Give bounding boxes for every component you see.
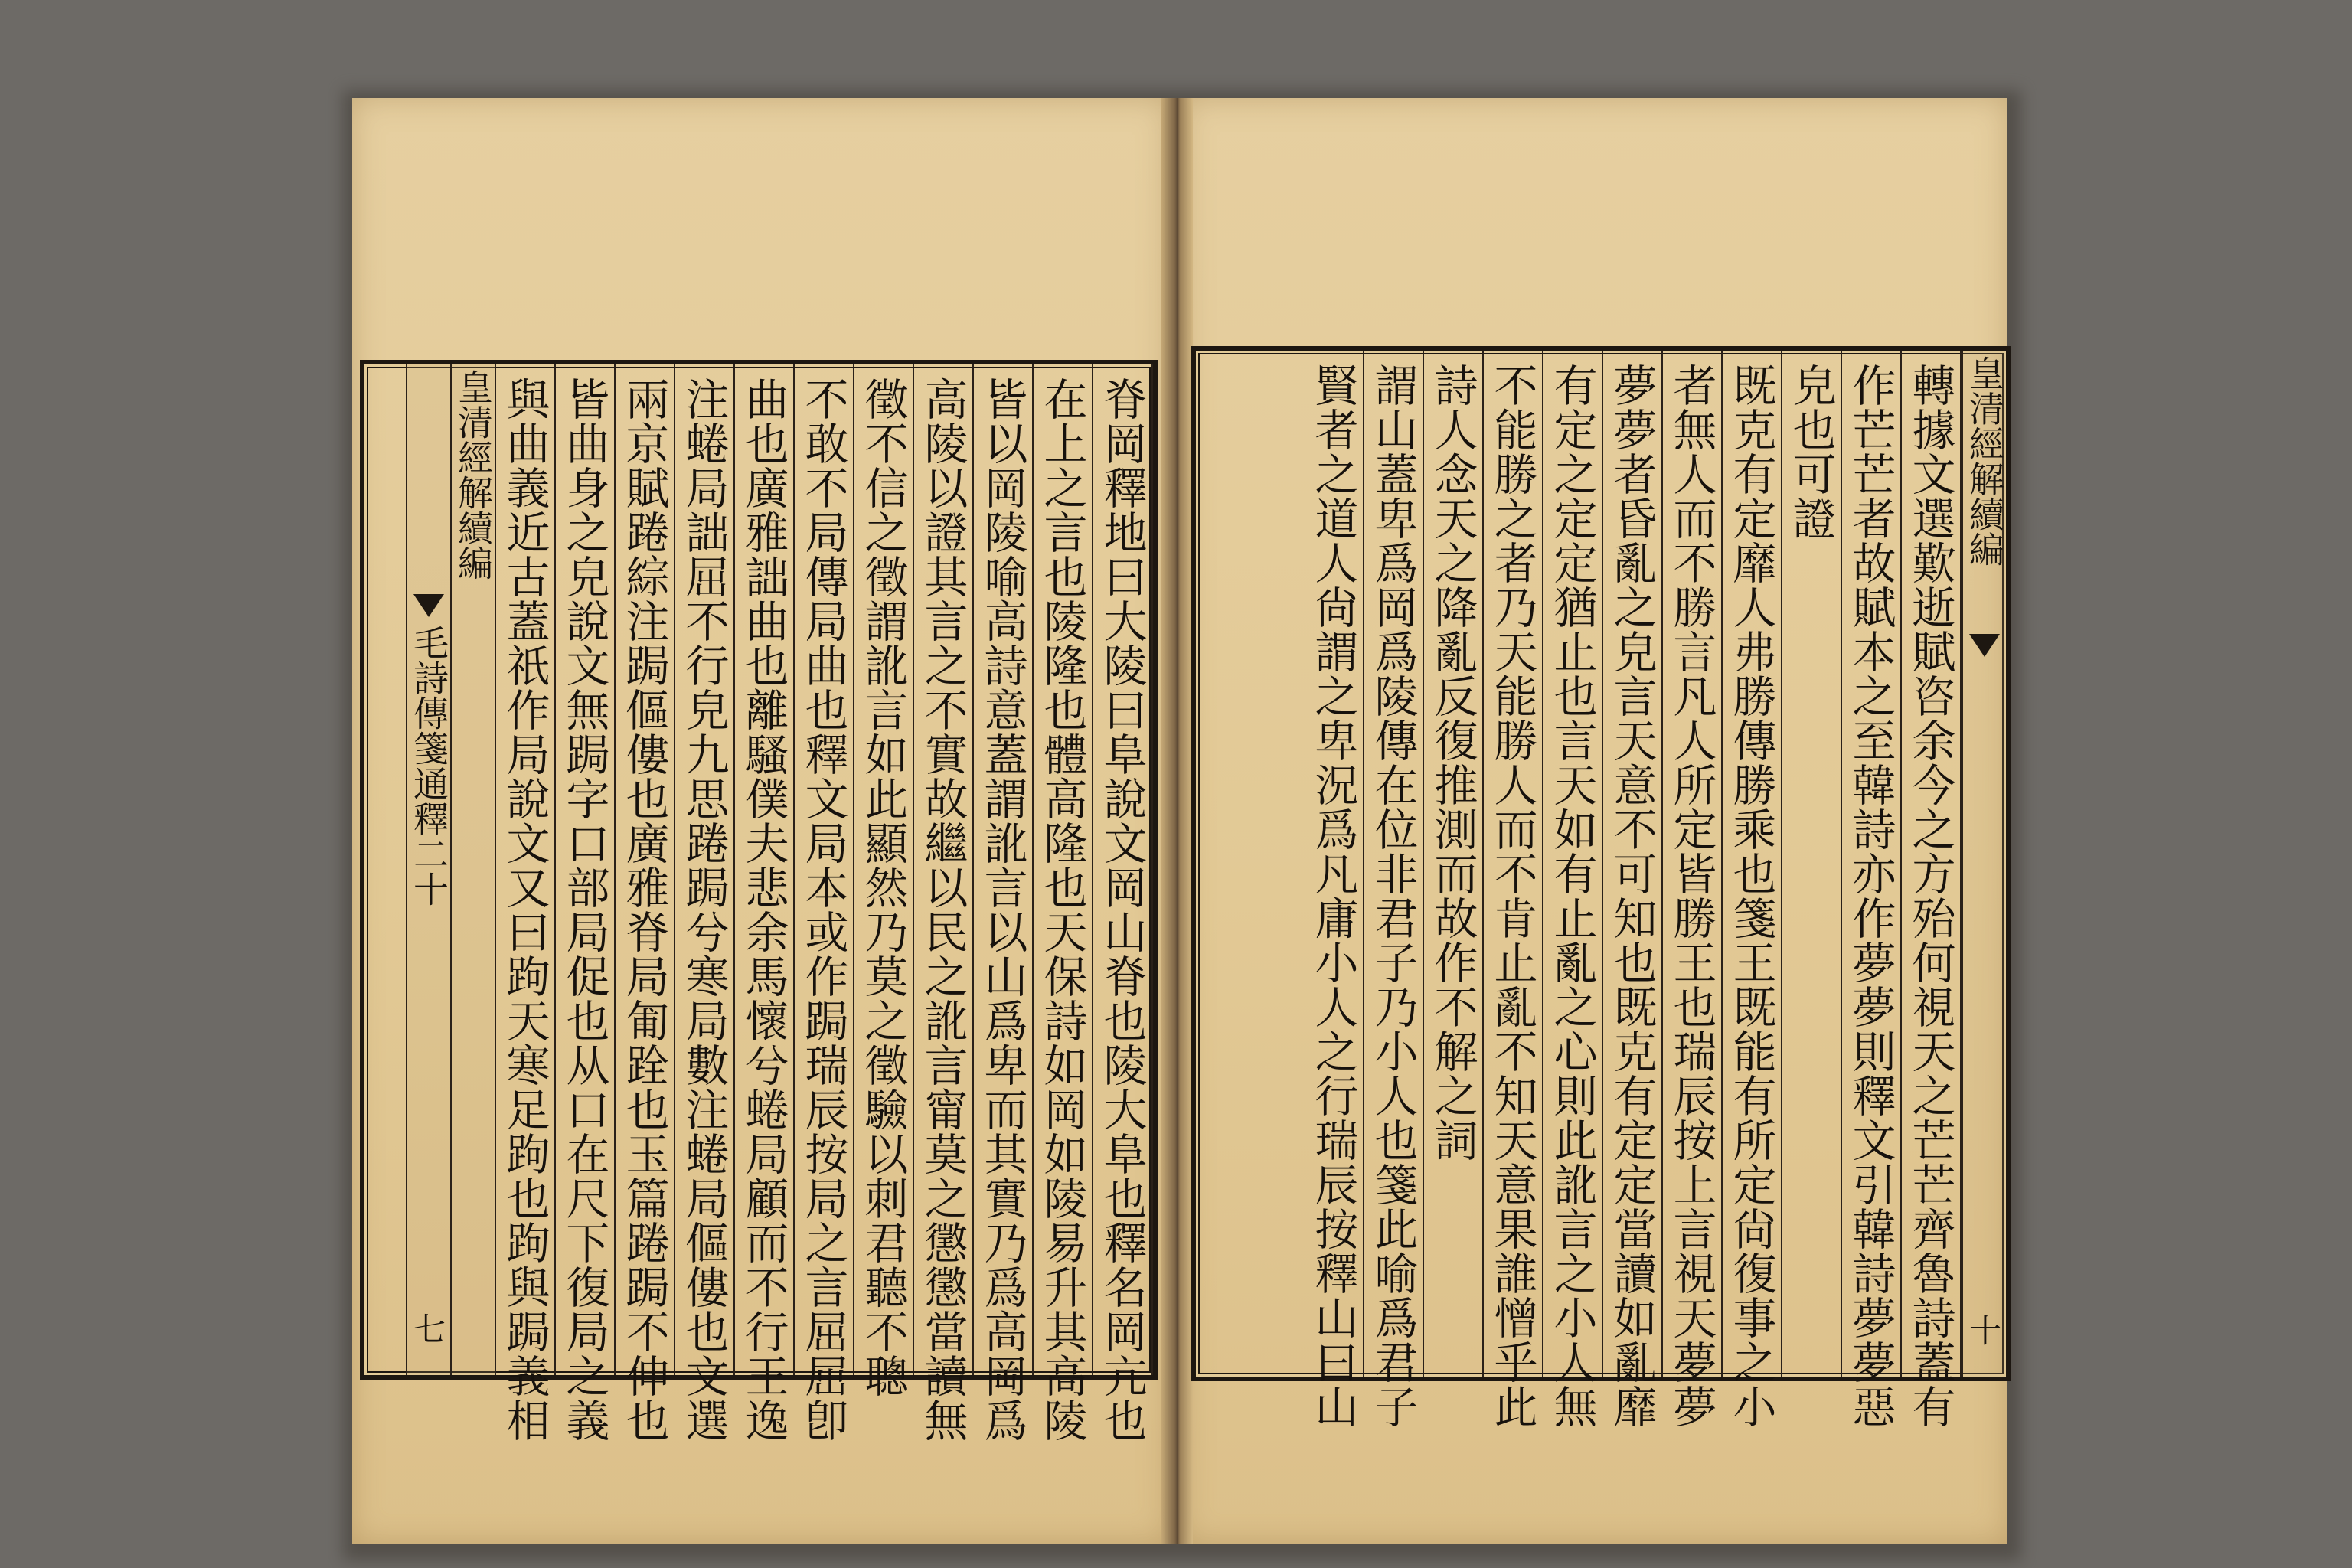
text-column: 皆以岡陵喻高詩意蓋謂訛言以山爲卑而其實乃爲高岡爲 bbox=[972, 364, 1034, 1375]
text-column: 徵不信之徵謂訛言如此顯然乃莫之徵驗以刺君聽不聰 bbox=[853, 364, 914, 1375]
text-column: 夢夢者昏亂之皃言天意不可知也既克有定定當讀如亂靡 bbox=[1602, 351, 1663, 1377]
book-title: 皇清經解續編 bbox=[1964, 355, 2005, 567]
left-text-frame bbox=[360, 360, 1158, 1442]
fish-tail-mark bbox=[413, 594, 444, 617]
text-column: 與曲義近古蓋祇作局說文又曰跔天寒足跔也跔與跼義相 bbox=[495, 364, 556, 1375]
section-title: 毛詩傳箋通釋二十 bbox=[408, 625, 449, 906]
text-column: 在上之言也陵隆也體高隆也天保詩如岡如陵易升其高陵 bbox=[1032, 364, 1093, 1375]
text-column: 皆曲身之皃說文無跼字口部局促也从口在尺下復局之義 bbox=[554, 364, 616, 1375]
leaf-number: 七 bbox=[409, 1312, 446, 1344]
page-margin-column bbox=[452, 364, 496, 1375]
text-column: 詩人念天之降亂反復推測而故作不解之詞 bbox=[1423, 351, 1484, 1377]
section-margin-column bbox=[406, 364, 452, 1375]
fish-tail-mark bbox=[1969, 634, 2000, 657]
text-column: 作芒芒者故賦本之至韓詩亦作夢夢則釋文引韓詩夢夢惡 bbox=[1841, 351, 1902, 1377]
text-column: 脊岡釋地曰大陵曰阜說文岡山脊也陵大阜也釋名岡亢也 bbox=[1092, 364, 1153, 1375]
leaf-number: 十 bbox=[1965, 1314, 2002, 1346]
text-column: 高陵以證其言之不實故繼以民之訛言甯莫之懲懲當讀無 bbox=[913, 364, 974, 1375]
text-column: 兩京賦踡綜注跼傴僂也廣雅脊局匍跧也玉篇踡跼不伸也 bbox=[614, 364, 675, 1375]
book-title: 皇清經解續編 bbox=[452, 369, 494, 580]
text-column: 既克有定靡人弗勝傳勝乘也箋王既能有所定尙復事之小 bbox=[1721, 351, 1782, 1377]
text-column: 賢者之道人尙謂之卑況爲凡庸小人之行瑞辰按釋山曰山 bbox=[1303, 351, 1364, 1377]
text-column: 謂山蓋卑爲岡爲陵傳在位非君子乃小人也箋此喻爲君子 bbox=[1363, 351, 1424, 1377]
text-column: 皃也可證 bbox=[1781, 351, 1842, 1377]
book-gutter bbox=[1161, 98, 1193, 1544]
right-text-frame bbox=[1191, 346, 2011, 1429]
text-column: 者無人而不勝言凡人所定皆勝王也瑞辰按上言視天夢夢 bbox=[1661, 351, 1723, 1377]
text-column: 曲也廣雅詘曲也離騷僕夫悲余馬懷兮蜷局顧而不行王逸 bbox=[733, 364, 795, 1375]
text-column: 轉據文選歎逝賦咨余今之方殆何視天之芒芒齊魯詩蓋有 bbox=[1900, 351, 1962, 1377]
text-column: 不敢不局傳局曲也釋文局本或作跼瑞辰按局之言屈屈卽 bbox=[793, 364, 854, 1375]
text-column: 有定之定定猶止也言天如有止亂之心則此訛言之小人無 bbox=[1542, 351, 1603, 1377]
text-column: 不能勝之者乃天能勝人而不肯止亂不知天意果誰憎乎此 bbox=[1482, 351, 1544, 1377]
page-margin-column bbox=[1962, 351, 2006, 1377]
text-column: 注蜷局詘屈不行皃九思踡跼兮寒局數注蜷局傴僂也文選 bbox=[674, 364, 735, 1375]
